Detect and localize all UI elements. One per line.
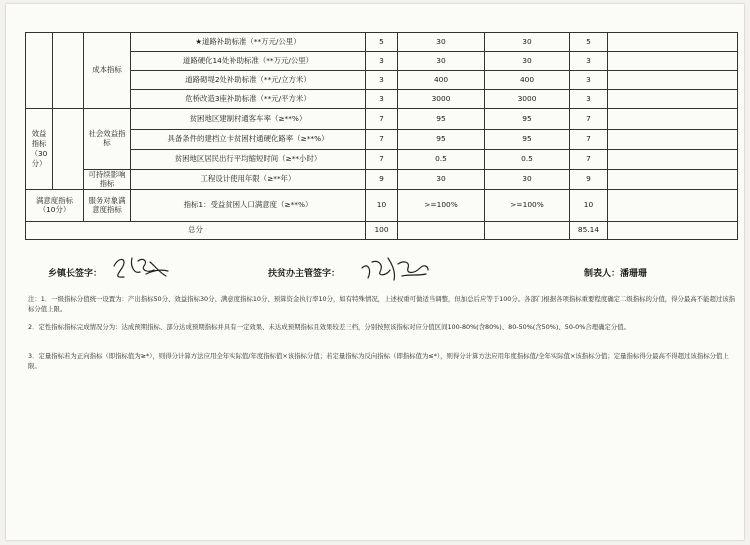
actual-cell: 30 — [485, 52, 570, 71]
indicator-name: 贫困地区建制村通客车率（≥**%） — [131, 109, 366, 130]
indicator-name: 工程设计使用年限（≥**年） — [131, 170, 366, 190]
remark-cell — [608, 71, 738, 90]
weight-cell: 10 — [366, 190, 398, 222]
remark-cell — [608, 90, 738, 109]
score-cell: 7 — [570, 150, 608, 170]
score-cell: 5 — [570, 33, 608, 52]
poverty-office-handwritten-signature — [358, 252, 432, 284]
target-cell: 30 — [398, 33, 485, 52]
indicator-name: 贫困地区居民出行平均缩短时间（≥**小时） — [131, 150, 366, 170]
actual-cell: 3000 — [485, 90, 570, 109]
target-cell: 400 — [398, 71, 485, 90]
score-cell: 7 — [570, 109, 608, 130]
remark-cell — [608, 170, 738, 190]
target-cell: 0.5 — [398, 150, 485, 170]
indicator-name: 道路砌堤2处补助标准（**元/立方米） — [131, 71, 366, 90]
table-row — [26, 190, 738, 222]
total-label: 总分 — [26, 222, 366, 240]
note-1: 注：1．一级指标分值统一设置为：产出指标50分、效益指标30分、满意度指标10分、预算资金执行率10分，如有特殊情况，上述权重可做适当调整，但加总后应等于100分。各部门根据各项指标重要程度确定二级指标的分值，得分最高不能超过该指标分值上限。 — [28, 295, 736, 313]
weight-cell: 3 — [366, 90, 398, 109]
table-row — [26, 52, 738, 71]
table-row — [26, 130, 738, 150]
weight-cell: 3 — [366, 52, 398, 71]
remark-cell — [608, 190, 738, 222]
indicator-name: 具备条件的建档立卡贫困村通硬化路率（≥**%） — [131, 130, 366, 150]
preparer-label: 制表人：潘珊珊 — [584, 269, 648, 279]
total-row — [26, 222, 738, 240]
actual-cell: 30 — [485, 33, 570, 52]
weight-cell: 7 — [366, 130, 398, 150]
target-cell: 95 — [398, 109, 485, 130]
score-cell: 3 — [570, 90, 608, 109]
target-cell: 95 — [398, 130, 485, 150]
weight-cell: 9 — [366, 170, 398, 190]
poverty-office-signature-label: 扶贫办主管签字： — [268, 269, 341, 279]
total-actual-blank — [485, 222, 570, 240]
table-row — [26, 170, 738, 190]
actual-cell: 95 — [485, 130, 570, 150]
social-benefit-label: 社会效益指标 — [84, 109, 131, 170]
actual-cell: >=100% — [485, 190, 570, 222]
total-weight: 100 — [366, 222, 398, 240]
remark-cell — [608, 150, 738, 170]
remark-cell — [608, 33, 738, 52]
total-remark-blank — [608, 222, 738, 240]
document-page — [6, 4, 744, 540]
sustainability-label: 可持续影响指标 — [84, 170, 131, 190]
weight-cell: 3 — [366, 71, 398, 90]
indicator-name: 指标1：受益贫困人口满意度（≥**%） — [131, 190, 366, 222]
target-cell: 3000 — [398, 90, 485, 109]
total-target-blank — [398, 222, 485, 240]
cost-indicator-label: 成本指标 — [84, 33, 131, 109]
level1-cell-blank — [26, 33, 53, 109]
weight-cell: 7 — [366, 150, 398, 170]
total-score: 85.14 — [570, 222, 608, 240]
target-cell: 30 — [398, 52, 485, 71]
performance-table — [25, 32, 738, 240]
remark-cell — [608, 130, 738, 150]
satisfaction-indicator-label: 满意度指标（10分） — [26, 190, 84, 222]
target-cell: >=100% — [398, 190, 485, 222]
actual-cell: 0.5 — [485, 150, 570, 170]
benefit-indicator-label: 效益指标（30分） — [26, 109, 53, 190]
actual-cell: 95 — [485, 109, 570, 130]
indicator-name: 道路硬化14处补助标准（**万元/公里） — [131, 52, 366, 71]
table-row — [26, 109, 738, 130]
score-cell: 7 — [570, 130, 608, 150]
indicator-name: 危桥改造3座补助标准（**元/平方米） — [131, 90, 366, 109]
town-head-signature-label: 乡镇长签字： — [48, 269, 103, 279]
table-row — [26, 150, 738, 170]
level2-cell-blank — [53, 33, 84, 109]
score-cell: 3 — [570, 52, 608, 71]
score-cell: 10 — [570, 190, 608, 222]
weight-cell: 5 — [366, 33, 398, 52]
table-row — [26, 33, 738, 52]
table-row — [26, 71, 738, 90]
level2-cell-blank — [53, 109, 84, 190]
score-cell: 3 — [570, 71, 608, 90]
note-2: 2．定性指标指标完成情况分为：达成预期指标、部分达成预期指标并具有一定效果、未达成预期指标且效果较差三档，分别按照该指标对应分值区间100-80%(含80%)、80-50%(含50%)、50-0%合理确定分值。 — [28, 323, 631, 331]
note-3: 3．定量指标若为正向指标（即指标值为≥*），则得分计算方法应用全年实际值/年度指标值×该指标分值；若定量指标为反向指标（即指标值为≤*），则得分计算方法应用年度指标值/全年实际值×该指标分值；定量指标得分最高不得超过该指标分值上限。 — [28, 352, 729, 370]
actual-cell: 400 — [485, 71, 570, 90]
weight-cell: 7 — [366, 109, 398, 130]
score-cell: 9 — [570, 170, 608, 190]
service-satisfaction-label: 服务对象满意度指标 — [84, 190, 131, 222]
target-cell: 30 — [398, 170, 485, 190]
remark-cell — [608, 52, 738, 71]
actual-cell: 30 — [485, 170, 570, 190]
town-head-handwritten-signature — [110, 252, 172, 284]
table-row — [26, 90, 738, 109]
remark-cell — [608, 109, 738, 130]
indicator-name: ★道路补助标准（**万元/公里） — [131, 33, 366, 52]
